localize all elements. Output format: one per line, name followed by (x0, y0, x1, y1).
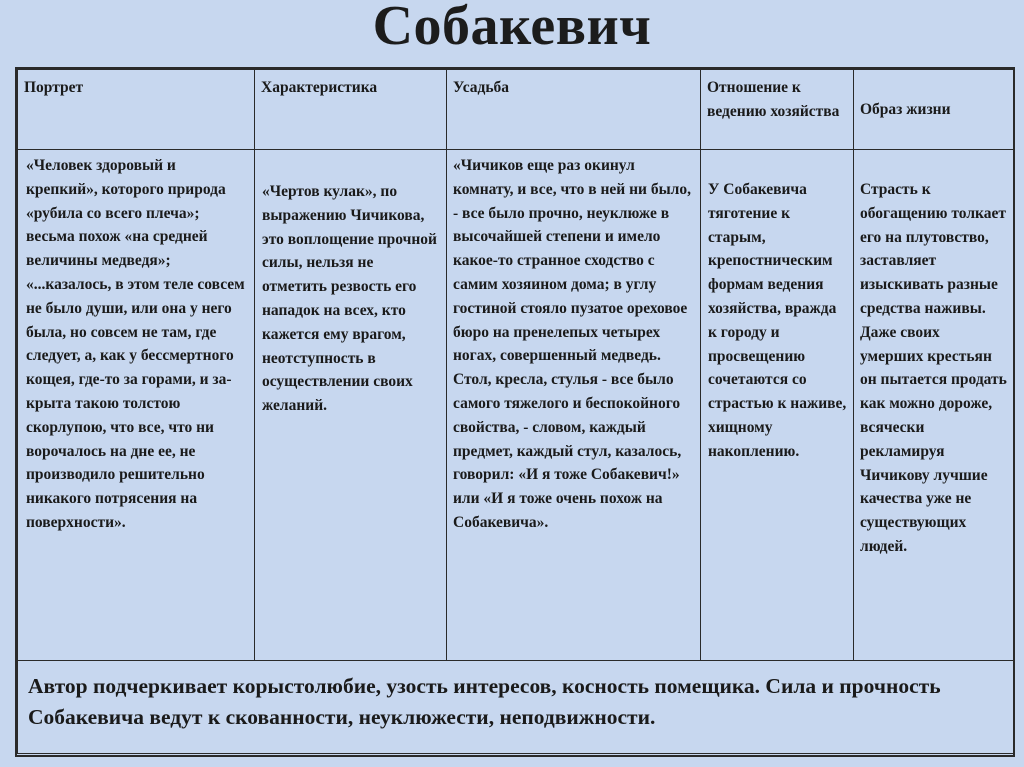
header-characteristic: Характеристика (255, 70, 447, 150)
sobakevich-table (15, 67, 1015, 757)
table-row (18, 150, 1014, 661)
cell-economy-attitude: У Собакевича тяготение к старым, крепостническим формам ведения хозяйства, вражда к городу и просвещению сочетаются со страстью к наживе, хищному накоплению. (701, 150, 854, 661)
page-title: Собакевич (372, 0, 652, 57)
cell-portrait: «Человек здоровый и крепкий», которого природа «рубила со всего плеча»; весьма похож «на средней величины медведя»; «...казалось, в этом теле совсем не было души, или она у него была, но совсем не там, где следует, а, как у бессмертного кощея, где-то за горами, и за-крыта такою толстою скорлупою, что все, что ни ворочалось на дне ее, не производило решительно никакого потрясения на поверхности». (18, 150, 255, 661)
header-economy-attitude: Отношение к ведению хозяйства (701, 70, 854, 150)
cell-characteristic: «Чертов кулак», по выражению Чичикова, это воплощение прочной силы, нельзя не отметить резвость его нападок на всех, кто кажется ему врагом, неотступность в осуществлении своих желаний. (255, 150, 447, 661)
header-row (18, 70, 1014, 150)
cell-lifestyle: Страсть к обогащению толкает его на плутовство, заставляет изыскивать разные средства наживы. Даже своих умерших крестьян он пытается продать как можно дороже, всячески рекламируя Чичикову лучшие качества уже не существующих людей. (854, 150, 1014, 661)
summary-text: Автор подчеркивает корыстолюбие, узость интересов, косность помещика. Сила и прочность Собакевича ведут к скованности, неуклюжести, неподвижности. (18, 661, 1014, 754)
header-lifestyle: Образ жизни (854, 70, 1014, 150)
header-portrait: Портрет (18, 70, 255, 150)
summary-row (18, 661, 1014, 754)
header-estate: Усадьба (447, 70, 701, 150)
cell-estate: «Чичиков еще раз окинул комнату, и все, что в ней ни было, - все было прочно, неуклюже в высочайшей степени и имело какое-то странное сходство с самим хозяином дома; в углу гостиной стояло пузатое ореховое бюро на пренелепых четырех ногах, совершенный медведь. Стол, кресла, стулья - все было самого тяжелого и беспокойного свойства, - словом, каждый предмет, каждый стул, казалось, говорил: «И я тоже Собакевич!» или «И я тоже очень похож на Собакевича». (447, 150, 701, 661)
characteristics-table (17, 69, 1014, 754)
